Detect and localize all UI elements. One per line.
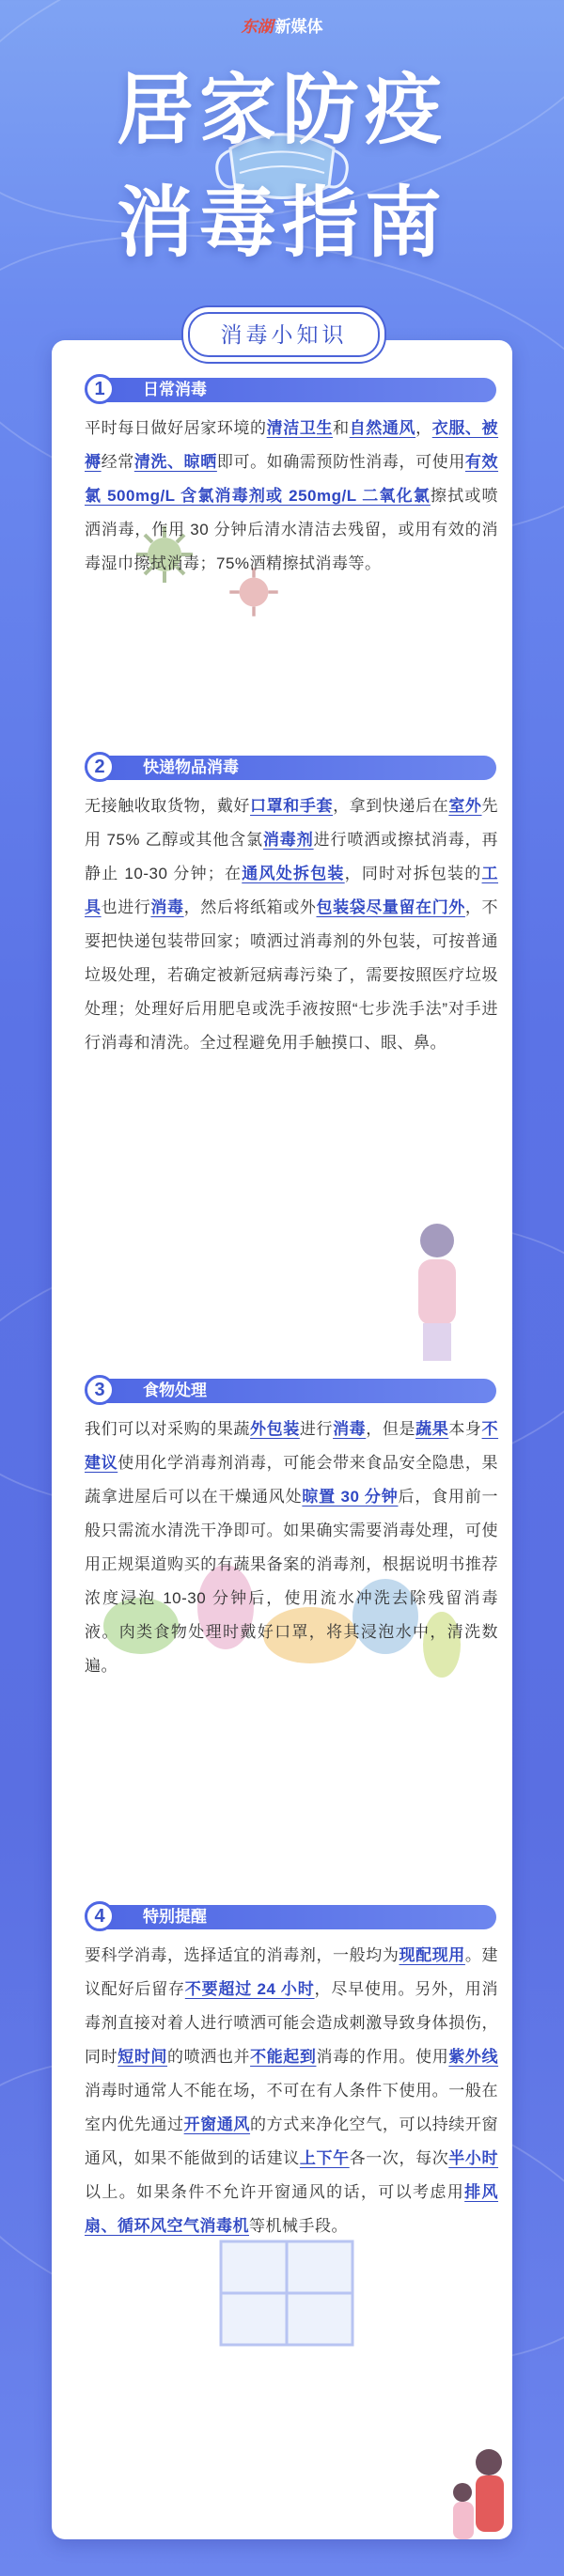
section-body [85,412,498,581]
highlight-text: 通风处拆包装 [242,865,345,882]
section-header [68,374,500,406]
section-number-badge: 1 [85,374,115,404]
brand-logo-mark: 东湖 [241,18,274,37]
body-text-run: 的方式来净化空气，可以持续开窗通风，如果不能做到的话建议 [85,2115,499,2167]
highlight-text: 工具 [85,865,499,916]
highlight-text: 自然通风 [349,419,416,437]
body-text-run: 本身 [448,1420,482,1438]
section-title: 特别提醒 [143,1908,207,1926]
body-text-run: ，拿到快递后在 [333,797,449,815]
highlight-text: 包装袋尽量留在门外 [316,898,465,916]
section-special-reminder [68,1901,500,2243]
highlight-text: 消毒 [333,1420,367,1438]
body-text-run: 各一次，每次 [349,2149,449,2167]
body-text-run: ，同时对拆包装的 [344,865,482,882]
section-number-badge: 3 [85,1375,115,1405]
body-text-run: 无接触收取货物，戴好 [85,797,251,815]
highlight-text: 不要超过 24 小时 [184,1980,315,1998]
body-text-run: 。建议配好后留存 [85,1946,499,1998]
body-text-run: 消毒时通常人不能在场，不可在有人条件下使用。一般在室内优先通过 [85,2082,498,2133]
highlight-text: 有效氯 500mg/L 含氯消毒剂或 250mg/L 二氧化氯 [85,453,499,505]
highlight-text: 不建议 [85,1420,499,1472]
section-tab-label: 消毒小知识 [188,312,380,357]
highlight-text: 紫外线 [448,2048,499,2066]
window-illustration [216,2237,357,2350]
highlight-text: 蔬果 [415,1420,449,1438]
section-header [68,1901,500,1933]
body-text-run: 使用化学消毒剂消毒，可能会带来食品安全隐患，果蔬拿进屋后可以在干燥通风处 [85,1454,499,1506]
brand-logo [0,13,564,37]
body-text-run: ， [415,419,432,437]
mother-child-illustration [442,2443,517,2547]
section-title: 食物处理 [143,1382,207,1399]
highlight-text: 口罩和手套 [250,797,334,815]
section-food-handling [68,1375,500,1683]
page-title-line2: 消毒指南 [116,179,447,268]
highlight-text: 半小时 [448,2149,499,2167]
body-text-run: 经常 [101,453,134,471]
body-text-run: 先用 75% 乙醇或其他含氯 [85,797,499,849]
page-title-line1: 居家防疫 [116,66,447,155]
section-number-badge: 2 [85,752,115,782]
highlight-text: 清洗、晾晒 [133,453,217,471]
section-title: 快递物品消毒 [143,758,239,776]
highlight-text: 衣服、被褥 [85,419,499,471]
section-body [85,1939,498,2243]
highlight-text: 清洁卫生 [266,419,334,437]
highlight-text: 不能起到 [250,2048,317,2066]
highlight-text: 排风扇、循环风空气消毒机 [85,2183,499,2235]
highlight-text: 上下午 [299,2149,350,2167]
body-text-run: 进行喷洒或擦拭消毒，再静止 10-30 分钟；在 [85,831,499,882]
section-title: 日常消毒 [143,381,207,398]
body-text-run: 后，食用前一般只需流水清洗干净即可。如果确实需要消毒处理，可使用正规渠道购买的有蔬果备案的消毒剂，根据说明书推荐浓度浸泡 10-30 分钟后，使用流水冲洗去除残留消毒液。肉类食物处理时戴好口罩，将其浸泡水中，清洗数遍。 [85,1488,499,1675]
section-express-disinfection [68,752,500,1060]
hand-washing-illustration [385,1212,489,1363]
highlight-text: 室外 [448,797,482,815]
body-text-run: ，然后将纸箱或外 [183,898,317,916]
body-text-run: 等机械手段。 [249,2217,348,2235]
highlight-text: 外包装 [250,1420,300,1438]
section-header [68,1375,500,1407]
body-text-run: 和 [333,419,350,437]
section-body [85,789,498,1060]
highlight-text: 消毒 [150,898,184,916]
highlight-text: 开窗通风 [183,2115,251,2133]
body-text-run: 也进行 [101,898,151,916]
highlight-text: 短时间 [118,2048,168,2066]
section-header [68,752,500,784]
brand-name: 新媒体 [274,18,323,36]
body-text-run: ，尽早使用。另外，用消毒剂直接对着人进行喷洒可能会造成刺激导致身体损伤，同时 [85,1980,499,2066]
body-text-run: 以上。如果条件不允许开窗通风的话，可以考虑用 [85,2183,465,2201]
highlight-text: 消毒剂 [262,831,314,849]
section-body [85,1413,498,1683]
body-text-run: 擦拭或喷洒消毒，作用 30 分钟后清水清洁去残留，或用有效的消毒湿巾擦拭消毒；75%酒精擦拭消毒等。 [85,487,498,572]
body-text-run: 平时每日做好居家环境的 [85,419,267,437]
highlight-text: 晾置 30 分钟 [302,1488,399,1506]
section-number-badge: 4 [85,1901,115,1931]
body-text-run: 进行 [299,1420,334,1438]
body-text-run: 消毒的作用。使用 [316,2048,449,2066]
body-text-run: ，不要把快递包装带回家；喷洒过消毒剂的外包装，可按普通垃圾处理，若确定被新冠病毒污染了，需要按照医疗垃圾处理；处理好后用肥皂或洗手液按照“七步洗手法”对手进行消毒和清洗。全过程避免用手触摸口、眼、鼻。 [85,898,499,1052]
body-text-run: ，但是 [366,1420,416,1438]
body-text-run: 要科学消毒，选择适宜的消毒剂，一般均为 [85,1946,400,1964]
body-text-run: 的喷洒也并 [167,2048,251,2066]
section-daily-disinfection [68,374,500,581]
body-text-run: 即可。如确需预防性消毒，可使用 [216,453,465,471]
body-text-run: 我们可以对采购的果蔬 [85,1420,251,1438]
highlight-text: 现配现用 [399,1946,465,1964]
